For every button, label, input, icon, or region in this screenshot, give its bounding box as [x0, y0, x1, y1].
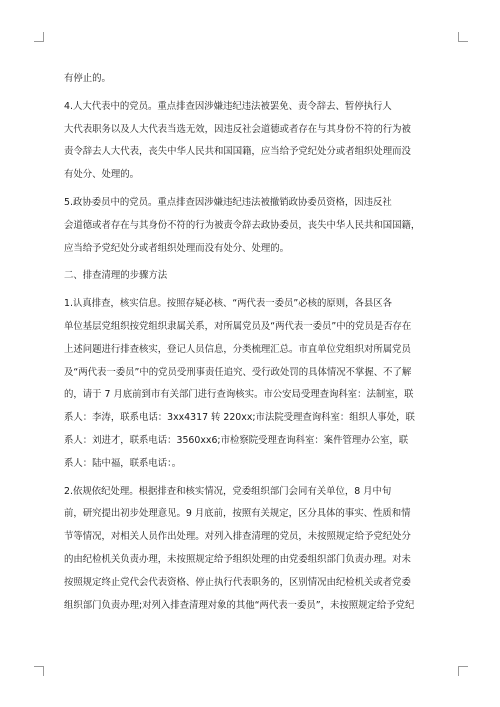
- document-body: [64, 68, 438, 617]
- paragraph-line: 5.政协委员中的党员。重点排查因涉嫌违纪违法被撤销政协委员资格，因违反社: [64, 196, 392, 208]
- paragraph-line: 有停止的。: [64, 73, 111, 84]
- paragraph-line: 大代表职务以及人大代表当选无效，因违反社会道德或者存在与其身份不符的行为被: [64, 123, 411, 135]
- paragraph-line: 系人：陆中福，联系电话：。: [64, 457, 182, 469]
- paragraph: [64, 192, 438, 260]
- paragraph: [64, 265, 438, 288]
- paragraph-line: 按照规定终止党代会代表资格、停止执行代表职务的，区别情况由纪检机关或者党委: [64, 576, 411, 588]
- paragraph-line: 有处分、处理的。: [64, 169, 140, 181]
- crop-mark-top-right: [458, 32, 468, 42]
- paragraph-line: 4.人大代表中的党员。重点排查因涉嫌违纪违法被罢免、责令辞去、暂停执行人: [64, 100, 392, 112]
- paragraph: [64, 481, 438, 618]
- paragraph-line: 会道德或者存在与其身份不符的行为被责令辞去政协委员，丧失中华人民共和国国籍，: [64, 219, 421, 231]
- paragraph-line: 责令辞去人大代表，丧失中华人民共和国国籍，应当给予党纪处分或者组织处理而没: [64, 146, 411, 158]
- paragraph-line: 二、排查清理的步骤方法: [64, 270, 168, 282]
- paragraph-line: 及“两代表一委员”中的党员受刑事责任追究、受行政处罚的具体情况不掌握、不了解: [64, 366, 412, 378]
- paragraph-line: 的由纪检机关负责办理，未按照规定给予组织处理的由党委组织部门负责办理。对未: [64, 553, 411, 565]
- paragraph-line: 系人：刘进才，联系电话：3560xx6;市检察院受理查询科室：案件管理办公室，联: [64, 434, 409, 446]
- paragraph: [64, 68, 438, 91]
- crop-mark-bottom-right: [458, 666, 468, 676]
- paragraph-line: 2.依规依纪处理。根据排查和核实情况，党委组织部门会同有关单位，8 月中旬: [64, 485, 392, 497]
- paragraph: [64, 96, 438, 187]
- paragraph-line: 前，研究提出初步处理意见。9 月底前，按照有关规定，区分具体的事实、性质和情: [64, 508, 411, 520]
- paragraph-line: 上述问题进行排查核实，登记人员信息，分类梳理汇总。市直单位党组织对所属党员: [64, 343, 411, 355]
- paragraph-line: 的，请于 7 月底前到市有关部门进行查询核实。市公安局受理查询科室：法制室，联: [64, 389, 414, 401]
- paragraph-line: 系人：李涛，联系电话：3xx4317 转 220xx;市法院受理查询科室：组织人事处，联: [64, 412, 415, 424]
- crop-mark-bottom-left: [34, 666, 44, 676]
- crop-mark-top-left: [34, 32, 44, 42]
- paragraph-line: 应当给予党纪处分或者组织处理而没有处分、处理的。: [64, 242, 290, 254]
- paragraph: [64, 293, 438, 475]
- paragraph-line: 单位基层党组织按党组织隶属关系，对所属党员及“两代表一委员”中的党员是否存在: [64, 320, 412, 332]
- paragraph-line: 组织部门负责办理;对列入排查清理对象的其他“两代表一委员”，未按照规定给予党纪: [64, 599, 415, 611]
- paragraph-line: 节等情况，对相关人员作出处理。对列入排查清理的党员，未按照规定给予党纪处分: [64, 531, 411, 543]
- paragraph-line: 1.认真排查，核实信息。按照存疑必核、“两代表一委员”必核的原则，各县区各: [64, 298, 393, 310]
